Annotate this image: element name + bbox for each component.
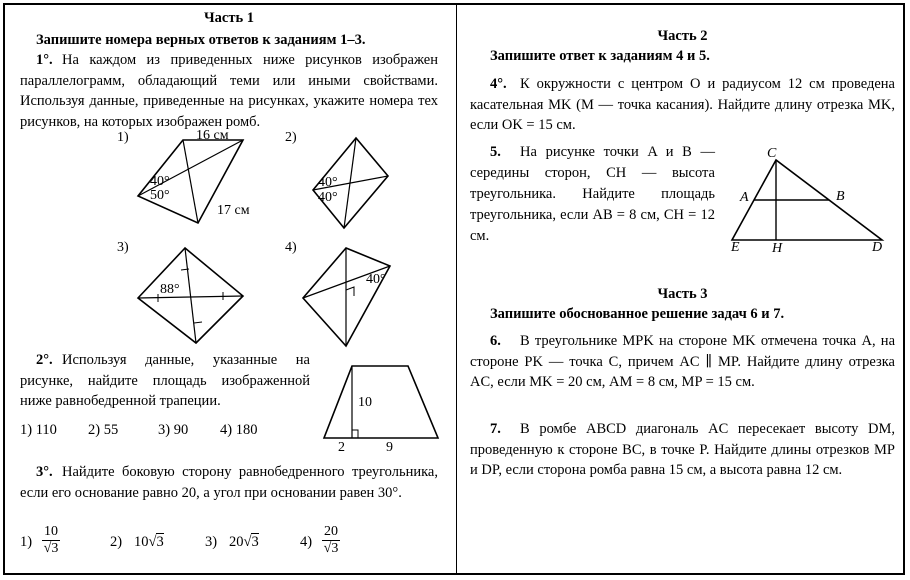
figure4-number: 4) <box>285 240 297 255</box>
task7-number: 7. <box>490 421 501 437</box>
point-A: A <box>740 190 749 205</box>
task3-answer-1-number: 1) <box>20 534 33 550</box>
trapezoid-left-base-label: 2 <box>338 440 345 455</box>
trapezoid-right-base-label: 9 <box>386 440 393 455</box>
task3-answer-2-number: 2) <box>110 534 123 550</box>
task1-text: На каждом из приведенных ниже рисунков изображен параллелограмм, обладающий теми или иными свойствами. Используя данные, приведенные на рисунках, укажите номера тех рисунков, на которых изображен ромб. <box>20 52 438 130</box>
point-E: E <box>731 240 740 255</box>
task5-number: 5. <box>490 144 501 160</box>
task3-answer-1-fraction: $\frac{10}{√3}$ <box>43 524 59 556</box>
task2-number: 2°. <box>36 352 53 368</box>
figure1-side-label-2: 17 см <box>217 203 250 218</box>
part3-instruction: Запишите обоснованное решение задач 6 и 7. <box>490 306 785 322</box>
figure2-angle-top: 40° <box>318 175 338 190</box>
task4-number: 4°. <box>490 76 507 92</box>
task3-answer-2-value: 10√3 <box>134 534 164 550</box>
figure3-angle: 88° <box>160 282 180 297</box>
task2-answer-3: 3) 90 <box>158 422 189 438</box>
point-B: B <box>836 189 845 204</box>
part1-title: Часть 1 <box>204 10 254 26</box>
figure1-side-label: 16 см <box>196 128 229 143</box>
figure2-angle-bottom: 40° <box>318 190 338 205</box>
part1-instruction: Запишите номера верных ответов к заданиям 1–3. <box>36 32 366 48</box>
column-divider <box>456 5 457 575</box>
task1-number: 1°. <box>36 52 53 68</box>
figure2-number: 2) <box>285 130 297 145</box>
task6-text: В треугольнике MPK на стороне MK отмечена точка A, на стороне PK — точка C, причем AC ∥ MP. Найдите длину отрезка AC, если MK = 20 см, AM = 8 см, MP = 15 см. <box>470 333 895 390</box>
point-D: D <box>872 240 883 255</box>
figure3-parallelogram <box>138 248 243 343</box>
figure1-number: 1) <box>117 130 129 145</box>
task3-answer-3-value: 20√3 <box>229 534 259 550</box>
task2-answer-1: 1) 110 <box>20 422 57 438</box>
part2-title: Часть 2 <box>657 28 708 44</box>
task1-figures <box>108 118 448 348</box>
task2-answer-4: 4) 180 <box>220 422 258 438</box>
trapezoid-height-label: 10 <box>358 395 372 410</box>
part2-instruction: Запишите ответ к заданиям 4 и 5. <box>490 48 710 64</box>
task3-number: 3°. <box>36 464 53 480</box>
task3-answer-4-fraction: $\frac{20}{√3}$ <box>323 524 339 556</box>
figure4-parallelogram <box>303 248 390 346</box>
task6-number: 6. <box>490 333 501 349</box>
point-C: C <box>767 146 777 161</box>
task3-answer-4-number: 4) <box>300 534 313 550</box>
task3-text: Найдите боковую сторону равнобедренного треугольника, если его основание равно 20, а угол при основании равен 30°. <box>20 464 438 501</box>
task3-answer-3-number: 3) <box>205 534 218 550</box>
figure1-angle-top: 40° <box>150 174 170 189</box>
task2-text: Используя данные, указанные на рисунке, найдите площадь изображенной ниже равнобедренной трапеции. <box>20 352 310 409</box>
point-H: H <box>772 241 783 256</box>
task7-text: В ромбе ABCD диагональ AC пересекает высоту DM, проведенную к стороне BC, в точке P. Найдите длины отрезков MP и DP, если сторона ромба равна 15 см, а высота равна 12 см. <box>470 421 895 478</box>
task4-text: К окружности с центром O и радиусом 12 см проведена касательная MK (M — точка касания). Найдите длину отрезка MK, если OK = 15 см. <box>470 76 895 133</box>
figure1-angle-bottom: 50° <box>150 188 170 203</box>
task5-text: На рисунке точки A и B — середины сторон, CH — высота треугольника. Найдите площадь треугольника, если AB = 8 см, CH = 12 см. <box>470 144 715 244</box>
figure3-number: 3) <box>117 240 129 255</box>
figure4-angle: 40° <box>366 272 386 287</box>
task2-answer-2: 2) 55 <box>88 422 119 438</box>
part3-title: Часть 3 <box>657 286 708 302</box>
